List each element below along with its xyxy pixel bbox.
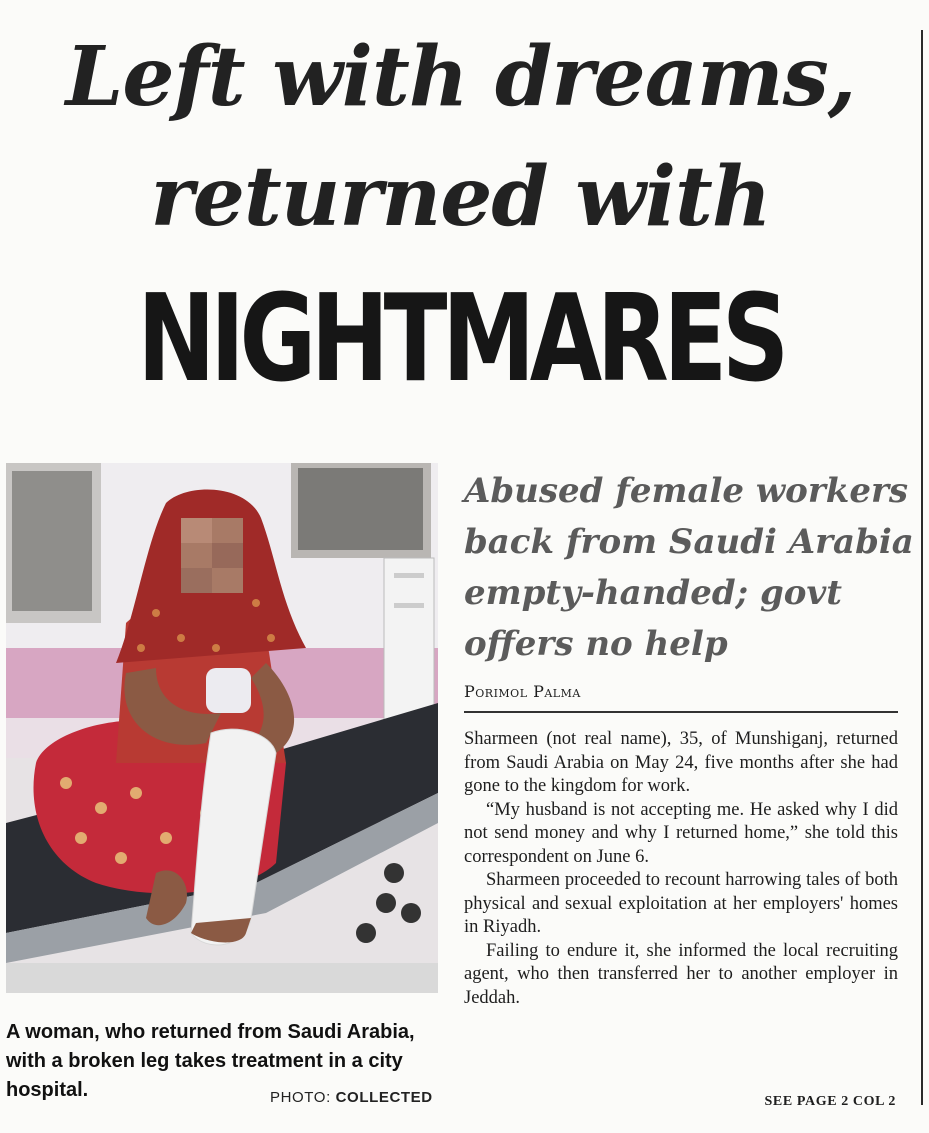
article-paragraph: “My husband is not accepting me. He asked why I did not send money and why I returned home,” she told this correspondent on June 6.	[464, 799, 898, 867]
news-photo	[6, 463, 438, 993]
photo-caption: A woman, who returned from Saudi Arabia, with a broken leg takes treatment in a city hospital.	[6, 1021, 415, 1101]
byline-rule	[464, 711, 898, 713]
photo-credit	[270, 1089, 433, 1106]
deck-subheadline: Abused female workers back from Saudi Arabia empty-handed; govt offers no help	[464, 471, 914, 664]
hospital-patient-photo	[6, 463, 438, 993]
headline-line-2: returned with	[150, 149, 771, 245]
byline: Porimol Palma	[464, 682, 581, 701]
article-paragraph: Sharmeen (not real name), 35, of Munshiganj, returned from Saudi Arabia on May 24, five months after she had gone to the kingdom for work.	[464, 729, 898, 796]
jump-line[interactable]: SEE PAGE 2 COL 2	[764, 1094, 896, 1109]
headline-line-3: NIGHTMARES	[137, 270, 784, 409]
photo-credit-label: PHOTO:	[270, 1089, 331, 1106]
article-body	[464, 728, 898, 1010]
article-paragraph: Failing to endure it, she informed the local recruiting agent, who then transferred her to another employer in Jeddah.	[464, 940, 898, 1008]
photo-credit-source: COLLECTED	[335, 1089, 433, 1106]
column-rule	[921, 30, 923, 1105]
article-paragraph: Sharmeen proceeded to recount harrowing tales of both physical and sexual exploitation at her employers' homes in Riyadh.	[464, 870, 898, 937]
headline-line-1: Left with dreams,	[65, 29, 856, 125]
